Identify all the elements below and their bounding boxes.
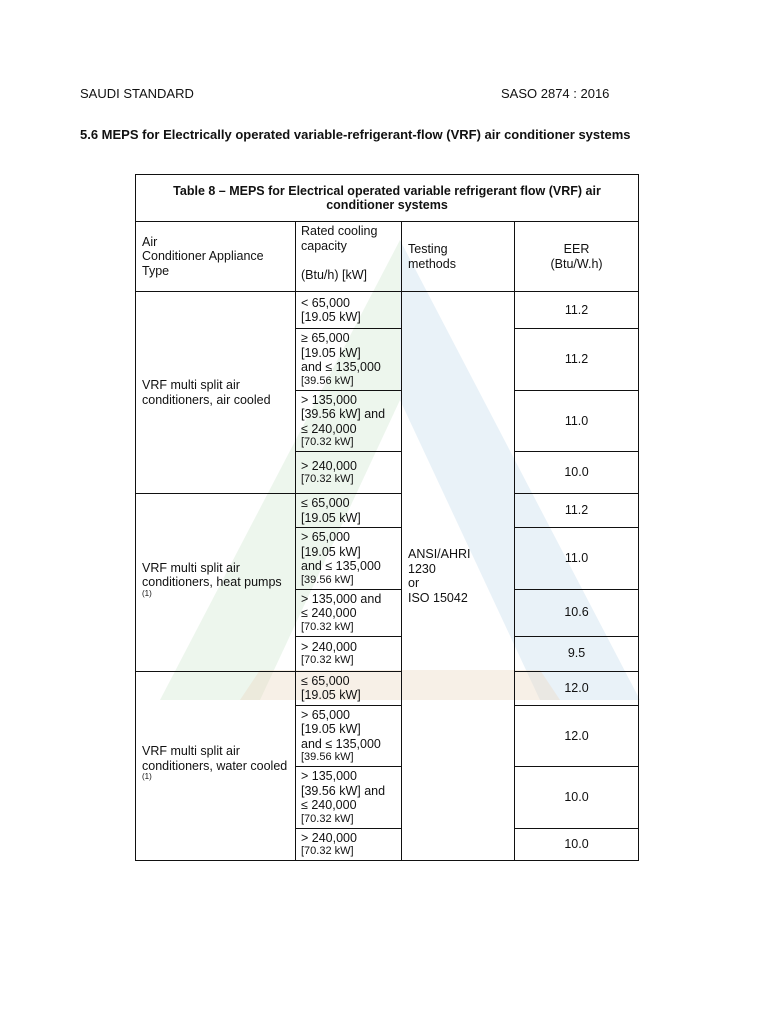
capacity-cell: < 65,000 [19.05 kW] [296, 292, 402, 329]
type-cell-water-cooled: VRF multi split air conditioners, water cooled $^{(1)}$ [136, 671, 296, 861]
header-right-text: SASO 2874 : 2016 [501, 86, 610, 101]
header-type: Air Conditioner Appliance Type [136, 222, 296, 292]
capacity-cell: > 135,000 [39.56 kW] and ≤ 240,000 [70.32 kW] [296, 390, 402, 452]
header-eer: EER (Btu/W.h) [515, 222, 639, 292]
eer-cell: 11.2 [515, 329, 639, 391]
capacity-cell: > 135,000 and ≤ 240,000 [70.32 kW] [296, 589, 402, 636]
eer-cell: 12.0 [515, 671, 639, 705]
table-caption: Table 8 – MEPS for Electrical operated variable refrigerant flow (VRF) air conditioner systems [136, 175, 639, 222]
eer-cell: 11.2 [515, 292, 639, 329]
eer-cell: 10.6 [515, 589, 639, 636]
type-cell-heat-pumps: VRF multi split air conditioners, heat pumps $^{(1)}$ [136, 494, 296, 672]
eer-cell: 9.5 [515, 636, 639, 671]
section-title: 5.6 MEPS for Electrically operated variable-refrigerant-flow (VRF) air conditioner systems [80, 127, 631, 142]
eer-cell: 12.0 [515, 705, 639, 767]
eer-cell: 10.0 [515, 828, 639, 861]
table-row [136, 494, 639, 528]
capacity-cell: > 135,000 [39.56 kW] and ≤ 240,000 [70.32 kW] [296, 767, 402, 829]
capacity-cell: > 65,000 [19.05 kW] and ≤ 135,000 [39.56 kW] [296, 528, 402, 590]
eer-cell: 11.0 [515, 528, 639, 590]
meps-table [135, 174, 639, 861]
eer-cell: 11.0 [515, 390, 639, 452]
eer-cell: 10.0 [515, 767, 639, 829]
capacity-cell: > 65,000 [19.05 kW] and ≤ 135,000 [39.56 kW] [296, 705, 402, 767]
capacity-cell: ≤ 65,000 [19.05 kW] [296, 671, 402, 705]
header-testing: Testing methods [402, 222, 515, 292]
capacity-cell: ≥ 65,000 [19.05 kW] and ≤ 135,000 [39.56 kW] [296, 329, 402, 391]
capacity-cell: > 240,000 [70.32 kW] [296, 452, 402, 494]
type-cell-air-cooled: VRF multi split air conditioners, air cooled [136, 292, 296, 494]
capacity-cell: > 240,000 [70.32 kW] [296, 828, 402, 861]
header-left-text: SAUDI STANDARD [80, 86, 194, 101]
capacity-cell: ≤ 65,000 [19.05 kW] [296, 494, 402, 528]
header-capacity: Rated cooling capacity (Btu/h) [kW] [296, 222, 402, 292]
eer-cell: 10.0 [515, 452, 639, 494]
table-row [136, 671, 639, 705]
testing-method-cell: ANSI/AHRI 1230 or ISO 15042 [402, 292, 515, 861]
eer-cell: 11.2 [515, 494, 639, 528]
capacity-cell: > 240,000 [70.32 kW] [296, 636, 402, 671]
table-row [136, 292, 639, 329]
